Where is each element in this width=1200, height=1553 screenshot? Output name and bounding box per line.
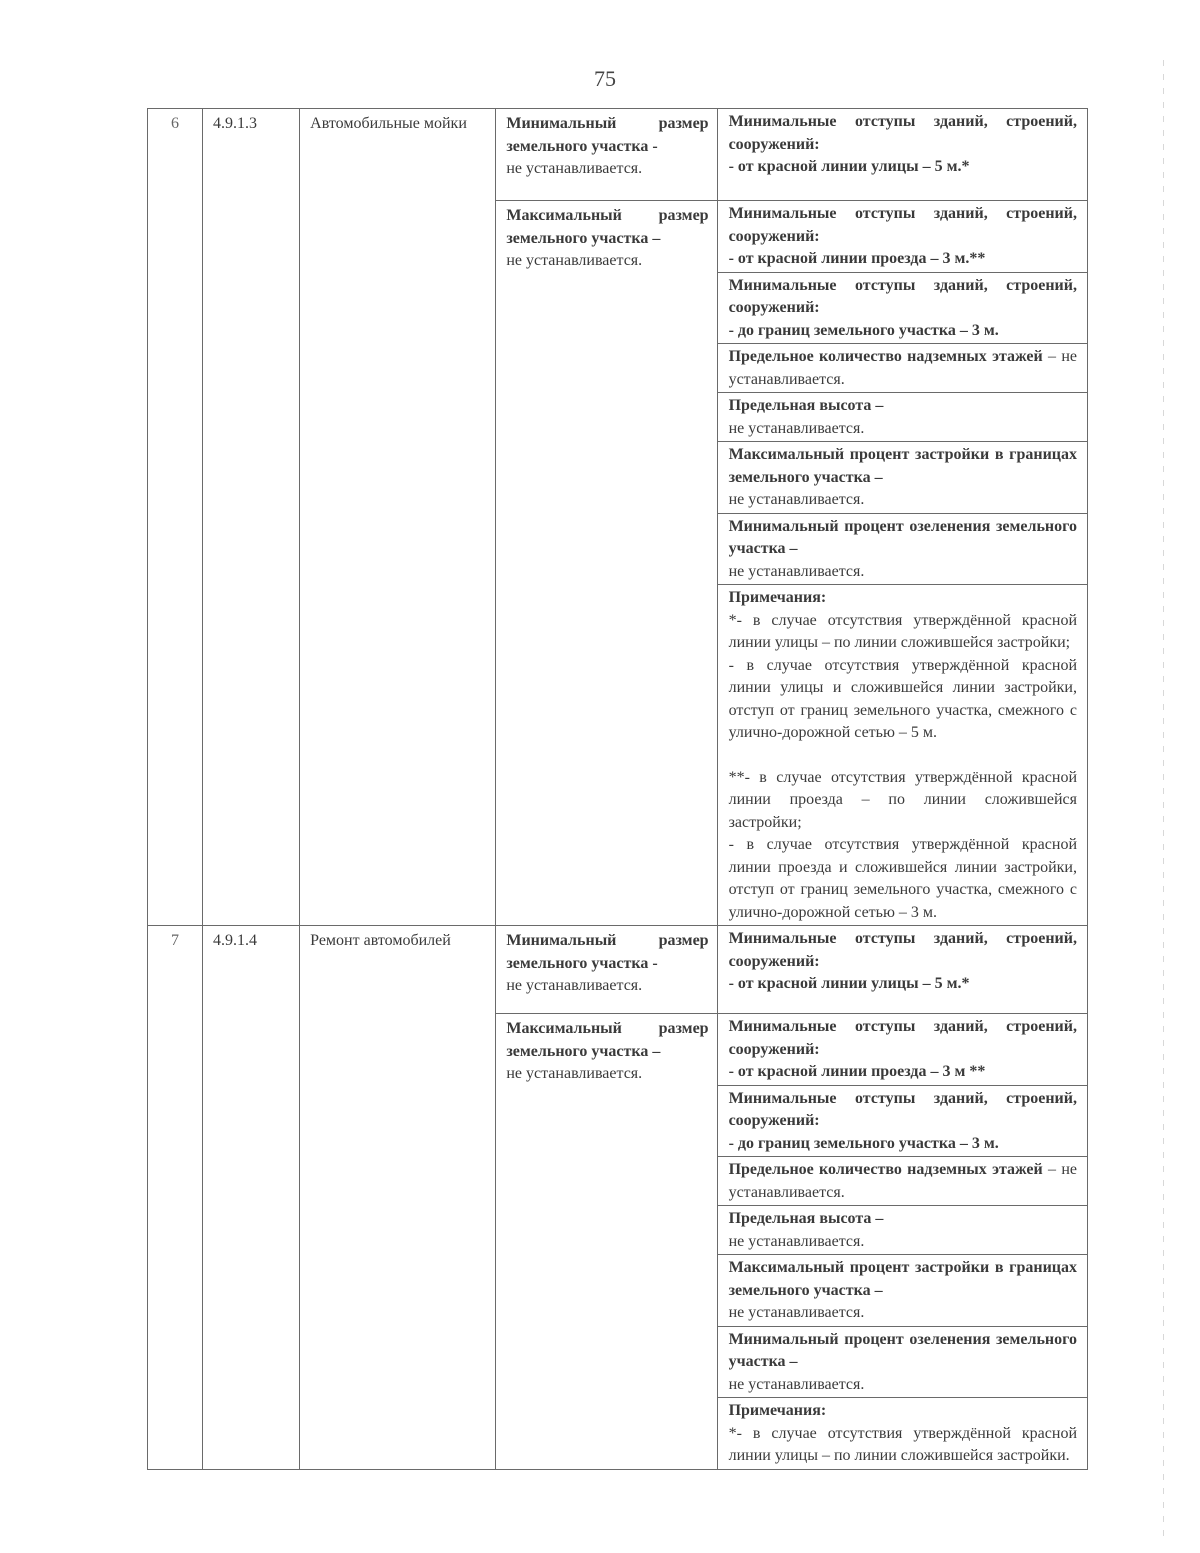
notes-paragraph: - в случае отсутствия утверждённой красной линии улицы и сложившейся линии застройки, отступ от границ земельного участка, смежного с улично-дорожной сетью – 5 м.: [728, 656, 1077, 741]
notes-paragraph: *- в случае отсутствия утверждённой красной линии улицы – по линии сложившейся застройки.: [728, 1424, 1077, 1464]
row-use-name: Ремонт автомобилей: [300, 926, 496, 1470]
regulation-item: [718, 926, 1087, 1013]
regulation-heading: Предельная высота –: [728, 1210, 884, 1227]
notes-paragraph: **- в случае отсутствия утверждённой красной линии проезда – по линии сложившейся застройки;: [728, 768, 1077, 831]
min-plot-size: [496, 109, 716, 183]
max-plot-size-cell: [496, 1014, 717, 1470]
notes-spacer: [729, 745, 1077, 767]
max-plot-size: [496, 201, 716, 275]
regulation-item: [718, 442, 1087, 514]
regulation-heading: Предельное количество надземных этажей: [728, 1161, 1043, 1178]
regulation-heading: Минимальные отступы зданий, строений, сооружений:: [728, 1089, 1077, 1129]
regulation-value: не устанавливается.: [728, 1375, 865, 1393]
row-number: 7: [148, 926, 203, 1470]
regulation-value: не устанавливается.: [728, 562, 865, 580]
regulation-heading: Минимальные отступы зданий, строений, сооружений:: [728, 113, 1077, 153]
regulation-value: не устанавливается.: [728, 1232, 865, 1250]
notes-block: [718, 1398, 1087, 1469]
regulation-heading: Предельное количество надземных этажей: [728, 348, 1043, 365]
regulation-item: [718, 1327, 1087, 1399]
regulation-item: [718, 1014, 1087, 1086]
row-number: 6: [148, 109, 203, 926]
max-plot-size-value: не устанавливается.: [506, 1065, 643, 1082]
notes-paragraph: - в случае отсутствия утверждённой красной линии проезда и сложившейся линии застройки, отступ от границ земельного участка, смежного с улично-дорожной сетью – 3 м.: [728, 836, 1077, 921]
min-plot-size-cell: [496, 109, 717, 201]
regulation-heading: Максимальный процент застройки в границах земельного участка –: [728, 1259, 1077, 1299]
regulation-value: - до границ земельного участка – 3 м.: [728, 321, 999, 339]
regulation-item: [718, 273, 1087, 345]
table-row: [148, 926, 1088, 1014]
regulation-item: [718, 344, 1087, 393]
regulation-item: [718, 201, 1087, 273]
min-plot-size-cell: [496, 926, 717, 1014]
regulation-heading: Минимальные отступы зданий, строений, сооружений:: [728, 276, 1077, 316]
max-plot-size-heading: Максимальный размер земельного участка –: [506, 207, 709, 247]
regulation-heading: Минимальный процент озеленения земельного участка –: [728, 517, 1077, 557]
regulations-table-body: [148, 109, 1088, 1470]
regulation-heading: Предельная высота –: [728, 397, 884, 414]
row-code: 4.9.1.4: [203, 926, 300, 1470]
regulation-item: [718, 393, 1087, 442]
regulation-value: - от красной линии улицы – 5 м.*: [728, 975, 970, 992]
max-plot-size-cell: [496, 201, 717, 926]
regulation-value: - от красной линии проезда – 3 м **: [728, 1063, 986, 1080]
regulation-heading: Минимальный процент озеленения земельного участка –: [728, 1330, 1077, 1370]
regulation-heading: Максимальный процент застройки в границах земельного участка –: [728, 446, 1077, 486]
notes-block: [718, 585, 1087, 925]
regulation-item: [718, 109, 1087, 200]
regulation-value: - от красной линии улицы – 5 м.*: [728, 158, 970, 175]
regulation-heading: Минимальные отступы зданий, строений, сооружений:: [728, 205, 1077, 245]
regulation-heading: Минимальные отступы зданий, строений, сооружений:: [728, 930, 1077, 970]
row-code: 4.9.1.3: [203, 109, 300, 926]
regulation-value: не устанавливается.: [728, 491, 865, 508]
max-plot-size-value: не устанавливается.: [506, 252, 643, 269]
min-plot-size-heading: Минимальный размер земельного участка -: [506, 115, 709, 155]
notes-paragraph: *- в случае отсутствия утверждённой красной линии улицы – по линии сложившейся застройки;: [728, 611, 1077, 651]
regulation-item: [718, 1157, 1087, 1206]
min-plot-size-heading: Минимальный размер земельного участка -: [506, 932, 709, 972]
regulation-cell: [717, 201, 1087, 926]
regulation-value: - от красной линии проезда – 3 м.**: [728, 250, 986, 267]
regulation-value: не устанавливается.: [728, 419, 865, 437]
notes-title: Примечания:: [728, 1402, 827, 1419]
regulation-cell: [717, 109, 1087, 201]
notes-title: Примечания:: [728, 589, 827, 606]
regulation-cell: [717, 926, 1087, 1014]
min-plot-size-value: не устанавливается.: [506, 977, 643, 994]
table-row: [148, 109, 1088, 201]
regulation-value: - до границ земельного участка – 3 м.: [728, 1134, 999, 1152]
max-plot-size-heading: Максимальный размер земельного участка –: [506, 1020, 709, 1060]
regulation-value: – не устанавливается.: [728, 348, 1077, 388]
max-plot-size: [496, 1014, 716, 1088]
regulation-item: [718, 1206, 1087, 1255]
regulation-heading: Минимальные отступы зданий, строений, сооружений:: [728, 1018, 1077, 1058]
min-plot-size: [496, 926, 716, 1000]
regulation-item: [718, 1255, 1087, 1327]
scan-edge-mark: [1163, 60, 1164, 1540]
min-plot-size-value: не устанавливается.: [506, 160, 643, 177]
page-number: 75: [594, 66, 616, 91]
regulation-item: [718, 514, 1087, 586]
regulations-table: [147, 108, 1088, 1470]
regulation-cell: [717, 1014, 1087, 1470]
regulation-value: – не устанавливается.: [728, 1161, 1077, 1201]
regulation-value: не устанавливается.: [728, 1304, 865, 1321]
row-use-name: Автомобильные мойки: [300, 109, 496, 926]
regulation-item: [718, 1086, 1087, 1158]
